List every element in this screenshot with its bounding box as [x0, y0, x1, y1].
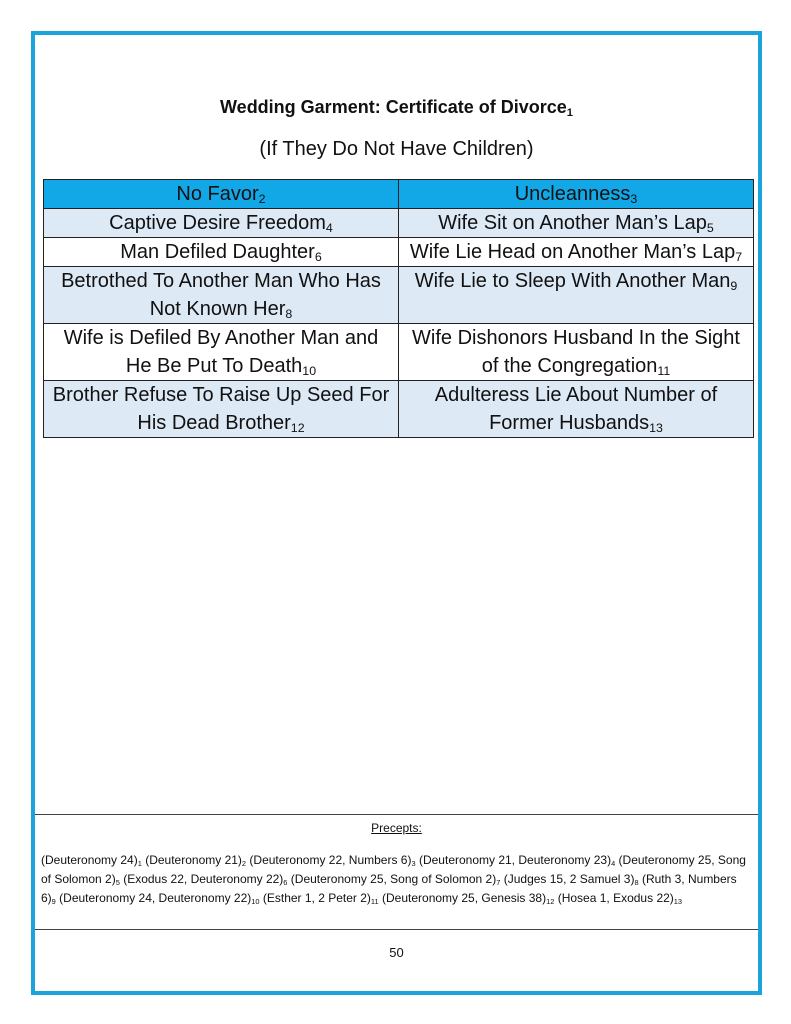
precept-ref: 2 — [241, 858, 247, 868]
precept-ref: 8 — [634, 877, 639, 887]
precept-ref: 4 — [611, 858, 616, 868]
precept-item: (Deuteronomy 21) — [145, 853, 242, 867]
divorce-table — [43, 179, 754, 438]
footnote-ref: 4 — [325, 221, 333, 236]
cell-text: Wife Dishonors Husband In the Sight of the Congregation — [412, 327, 740, 377]
header-text: Uncleanness — [514, 183, 631, 205]
table-cell — [399, 324, 754, 381]
precept-item: (Deuteronomy 25, Song of Solomon 2) — [41, 853, 746, 886]
cell-text: Wife Sit on Another Man’s Lap — [438, 212, 707, 234]
table-cell — [44, 267, 399, 324]
table-cell — [399, 209, 754, 238]
table-header-row — [44, 180, 754, 209]
cell-text: Captive Desire Freedom — [109, 212, 326, 234]
header-cell-no-favor — [44, 180, 399, 209]
cell-text: Betrothed To Another Man Who Has Not Known Her — [61, 270, 381, 320]
precept-ref: 3 — [411, 858, 416, 868]
precept-ref: 11 — [370, 896, 379, 906]
table-row — [44, 209, 754, 238]
precept-ref: 1 — [137, 858, 142, 868]
footnote-ref: 9 — [730, 279, 738, 294]
precept-item: (Hosea 1, Exodus 22) — [557, 891, 674, 905]
cell-text: Man Defiled Daughter — [120, 241, 315, 263]
footnote-ref: 5 — [706, 221, 714, 236]
table-cell — [44, 209, 399, 238]
table-row — [44, 267, 754, 324]
footnote-ref: 10 — [302, 364, 317, 379]
precept-item: (Deuteronomy 21, Deuteronomy 23) — [418, 853, 612, 867]
precept-item: (Deuteronomy 24, Deuteronomy 22) — [59, 891, 252, 905]
title-text: Wedding Garment: Certificate of Divorce — [220, 97, 567, 117]
footnote-ref: 6 — [314, 250, 322, 265]
table-cell — [44, 238, 399, 267]
precept-ref: 12 — [546, 896, 555, 906]
precept-item: (Deuteronomy 25, Song of Solomon 2) — [290, 872, 497, 886]
page-number-divider — [35, 929, 758, 930]
footnote-ref: 8 — [285, 307, 293, 322]
footnote-divider — [35, 814, 758, 815]
cell-text: Wife is Defiled By Another Man and He Be Put To Death — [63, 327, 379, 377]
table-row — [44, 238, 754, 267]
precept-item: (Deuteronomy 22, Numbers 6) — [249, 853, 412, 867]
precept-ref: 13 — [673, 896, 683, 906]
precept-item: (Judges 15, 2 Samuel 3) — [503, 872, 635, 886]
precept-item: (Esther 1, 2 Peter 2) — [262, 891, 371, 905]
precept-item: (Deuteronomy 25, Genesis 38) — [382, 891, 547, 905]
table-row — [44, 381, 754, 438]
footnote-ref: 13 — [649, 421, 663, 436]
title-footnote-ref: 1 — [566, 106, 573, 119]
table-cell — [44, 324, 399, 381]
cell-text: Brother Refuse To Raise Up Seed For His Dead Brother — [52, 384, 390, 434]
page-subtitle: (If They Do Not Have Children) — [259, 138, 534, 160]
precept-item: (Exodus 22, Deuteronomy 22) — [123, 872, 284, 886]
footnote-ref: 2 — [258, 192, 266, 207]
precept-item: (Deuteronomy 24) — [41, 853, 138, 867]
page-number: 50 — [389, 945, 404, 960]
precept-ref: 5 — [115, 877, 120, 887]
cell-text: Adulteress Lie About Number of Former Husbands — [434, 384, 718, 434]
precept-item: (Ruth 3, Numbers 6) — [41, 872, 737, 905]
precepts-list — [41, 851, 752, 908]
table-cell — [399, 267, 754, 324]
table-row — [44, 324, 754, 381]
footnote-ref: 12 — [290, 421, 305, 436]
header-text: No Favor — [176, 183, 259, 205]
precept-ref: 10 — [251, 896, 260, 906]
footnote-ref: 3 — [630, 192, 638, 207]
footnote-ref: 11 — [657, 364, 671, 379]
precept-ref: 7 — [496, 877, 501, 887]
precepts-heading: Precepts: — [371, 821, 422, 835]
table-cell — [399, 381, 754, 438]
precept-ref: 9 — [51, 896, 56, 906]
table-cell — [44, 381, 399, 438]
precept-ref: 6 — [283, 877, 288, 887]
header-cell-uncleanness — [399, 180, 754, 209]
footnote-ref: 7 — [735, 250, 743, 265]
page-title — [35, 97, 758, 118]
page-frame — [31, 31, 762, 995]
cell-text: Wife Lie Head on Another Man’s Lap — [409, 241, 736, 263]
cell-text: Wife Lie to Sleep With Another Man — [414, 270, 731, 292]
table-cell — [399, 238, 754, 267]
